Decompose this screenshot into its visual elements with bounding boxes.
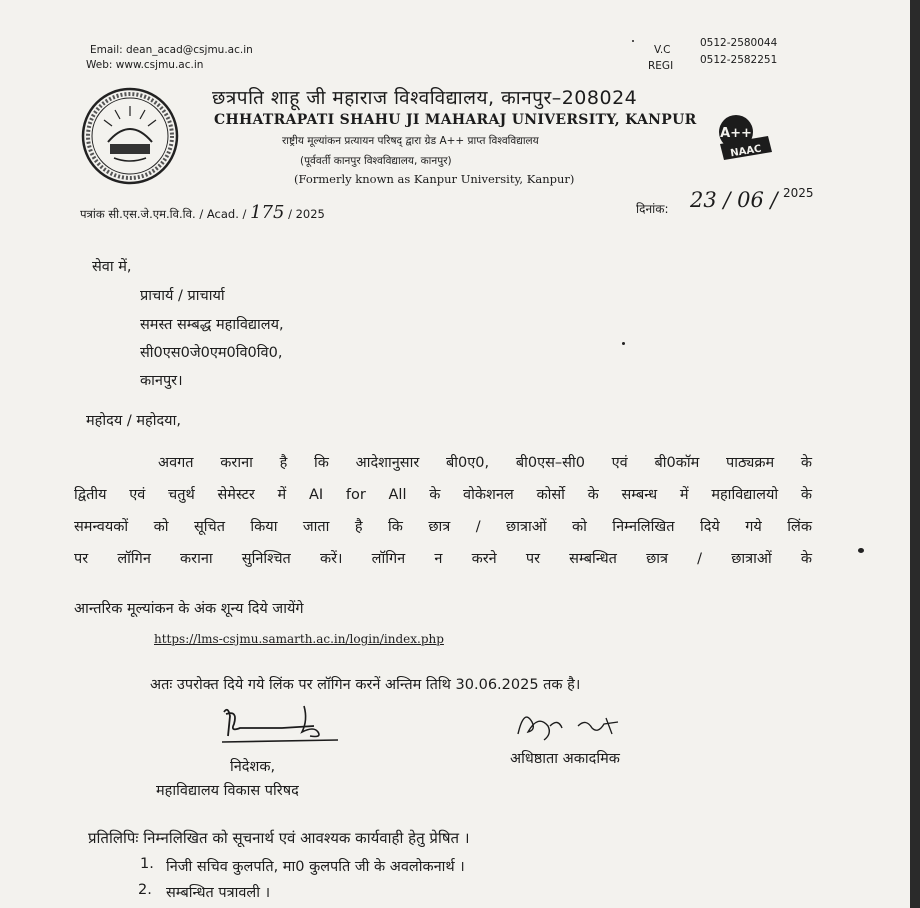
dean-signature-icon — [508, 704, 638, 748]
greeting: महोदय / महोदया, — [86, 413, 181, 429]
addressee-line: समस्त सम्बद्ध महाविद्यालय, — [140, 317, 284, 333]
regi-label: REGI — [648, 60, 674, 72]
copy-to-item-number: 1. — [140, 856, 154, 872]
university-name-english: CHHATRAPATI SHAHU JI MAHARAJ UNIVERSITY, KANPUR — [214, 112, 697, 128]
date-label: दिनांक: — [636, 202, 669, 216]
naac-badge-text: NAAC — [729, 143, 763, 160]
vc-label: V.C — [654, 44, 671, 56]
addressee-line: प्राचार्य / प्राचार्या — [140, 288, 225, 304]
reference-number — [80, 202, 325, 223]
copy-to-item: सम्बन्धित पत्रावली । — [166, 885, 271, 901]
naac-badge-icon — [706, 108, 776, 168]
contact-web: Web: www.csjmu.ac.in — [86, 59, 204, 71]
dean-title: अधिष्ठाता अकादमिक — [510, 751, 620, 767]
scan-edge-shadow — [910, 0, 920, 908]
director-title: निदेशक, — [230, 759, 276, 775]
body-line: पर लॉगिन कराना सुनिश्चित करें। लॉगिन न करने पर सम्बन्धित छात्र / छात्राओं के — [74, 551, 812, 567]
deadline-sentence: अतः उपरोक्त दिये गये लिंक पर लॉगिन करनें अन्तिम तिथि 30.06.2025 तक है। — [150, 677, 581, 693]
university-emblem-icon — [80, 86, 180, 186]
director-department: महाविद्यालय विकास परिषद — [156, 783, 299, 799]
date-handwritten: 23 / 06 / — [690, 188, 778, 212]
reference-handwritten-number: 175 — [250, 202, 285, 223]
addressee-line: कानपुर। — [140, 373, 183, 389]
copy-to-heading: प्रतिलिपिः निम्नलिखित को सूचनार्थ एवं आवश्यक कार्यवाही हेतु प्रेषित । — [88, 829, 470, 847]
body-line: समन्वयकों को सूचित किया जाता है कि छात्र / छात्राओं को निम्नलिखित दिये गये लिंक — [74, 519, 812, 535]
naac-badge-grade: A++ — [720, 126, 752, 141]
addressee-line: सी0एस0जे0एम0वि0वि0, — [140, 345, 283, 361]
regi-phone: 0512-2582251 — [700, 54, 778, 66]
body-line: द्वितीय एवं चतुर्थ सेमेस्टर में AI for All के वोकेशनल कोर्सो के सम्बन्ध में महाविद्यालयो के — [74, 487, 812, 503]
former-name-hindi: (पूर्ववर्ती कानपुर विश्वविद्यालय, कानपुर) — [300, 155, 452, 167]
salutation-to: सेवा में, — [92, 259, 132, 275]
contact-email: Email: dean_acad@csjmu.ac.in — [90, 44, 253, 56]
naac-accreditation-line: राष्ट्रीय मूल्यांकन प्रत्यायन परिषद् द्वारा ग्रेड A++ प्राप्त विश्वविद्यालय — [282, 135, 539, 147]
scan-speck — [622, 342, 625, 345]
reference-prefix: सी.एस.जे.एम.वि.वि. / Acad. / — [108, 207, 247, 221]
scan-speck — [632, 40, 634, 42]
director-signature-icon — [218, 702, 342, 750]
date-year: 2025 — [783, 186, 814, 200]
former-name-english: (Formerly known as Kanpur University, Kanpur) — [294, 172, 575, 186]
scan-speck — [858, 548, 864, 553]
copy-to-item: निजी सचिव कुलपति, मा0 कुलपति जी के अवलोकनार्थ । — [166, 859, 465, 875]
body-line: आन्तरिक मूल्यांकन के अंक शून्य दिये जायेंगे — [74, 601, 304, 617]
vc-phone: 0512-2580044 — [700, 37, 778, 49]
reference-label: पत्रांक — [80, 207, 105, 221]
body-line: अवगत कराना है कि आदेशानुसार बी0ए0, बी0एस–सी0 एवं बी0कॉम पाठ्यक्रम के — [158, 455, 812, 471]
copy-to-item-number: 2. — [138, 882, 152, 898]
university-name-hindi: छत्रपति शाहू जी महाराज विश्वविद्यालय, कानपुर–208024 — [212, 87, 638, 109]
reference-year: / 2025 — [288, 207, 325, 221]
login-link[interactable]: https://lms-csjmu.samarth.ac.in/login/index.php — [154, 632, 444, 646]
